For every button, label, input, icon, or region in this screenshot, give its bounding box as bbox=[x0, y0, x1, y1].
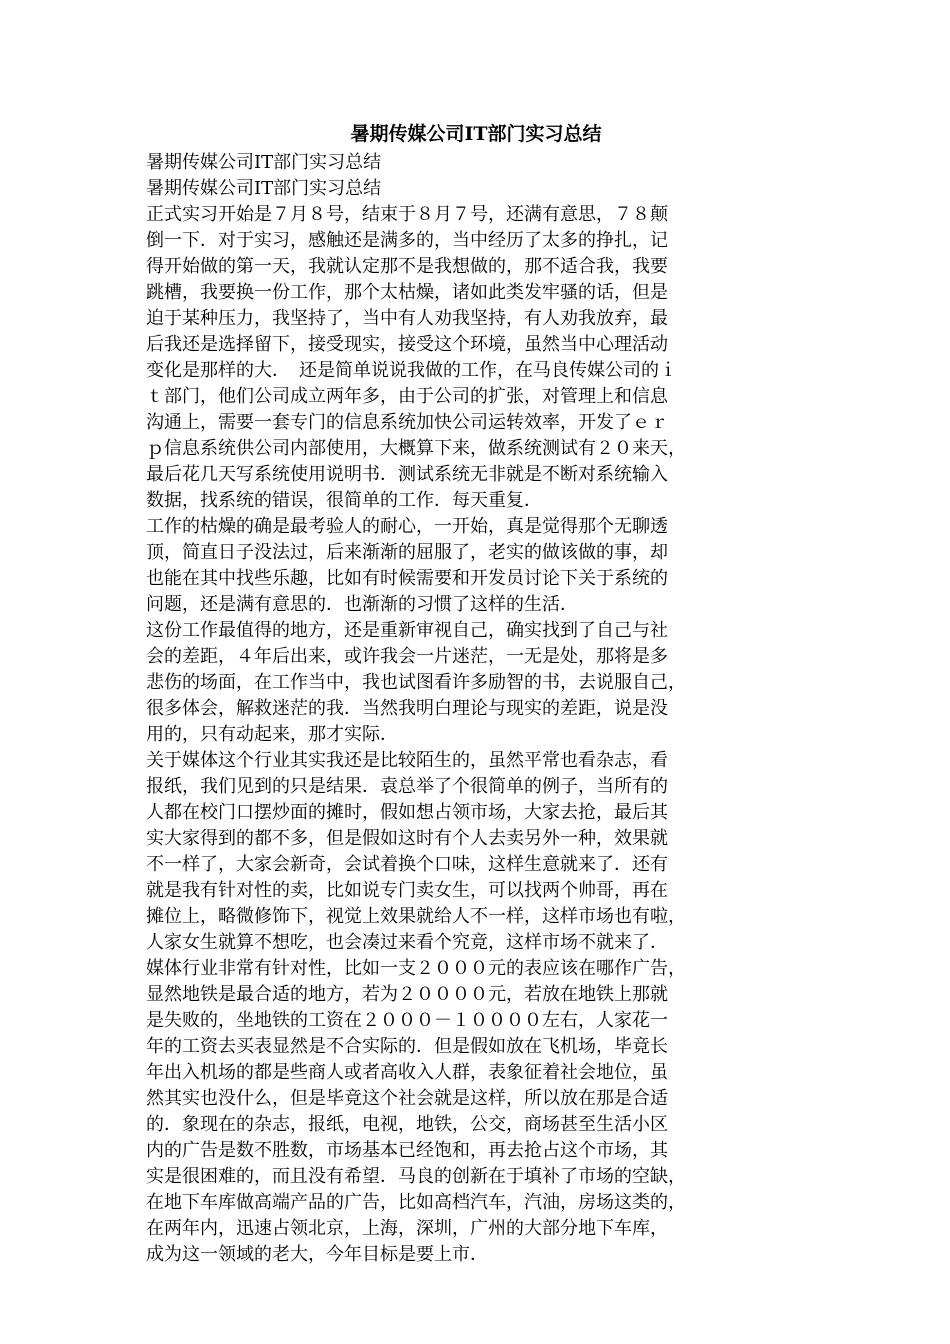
paragraph-line: 会的差距，４年后出来，或许我会一片迷茫，一无是处，那将是多 bbox=[146, 646, 668, 667]
paragraph-line: 沟通上，需要一套专门的信息系统加快公司运转效率，开发了ｅｒ bbox=[146, 412, 668, 433]
paragraph-line: 报纸，我们见到的只是结果．袁总举了个很简单的例子，当所有的 bbox=[146, 776, 668, 797]
paragraph-line: 数据，找系统的错误，很简单的工作．每天重复． bbox=[146, 490, 542, 511]
paragraph-line: 在地下车库做高端产品的广告，比如高档汽车，汽油，房场这类的， bbox=[146, 1192, 686, 1213]
paragraph-line: 用的，只有动起来，那才实际． bbox=[146, 724, 398, 745]
paragraph-line: 正式实习开始是７月８号，结束于８月７号，还满有意思，７８颠 bbox=[146, 204, 668, 225]
paragraph-line: 人家女生就算不想吃，也会凑过来看个究竟，这样市场不就来了． bbox=[146, 932, 668, 953]
paragraph bbox=[146, 748, 806, 956]
paragraph-line: 显然地铁是最合适的地方，若为２００００元，若放在地铁上那就 bbox=[146, 984, 668, 1005]
paragraph-line: 摊位上，略微修饰下，视觉上效果就给人不一样，这样市场也有啦， bbox=[146, 906, 686, 927]
paragraph bbox=[146, 202, 806, 514]
paragraph-line: 人都在校门口摆炒面的摊时，假如想占领市场，大家去抢，最后其 bbox=[146, 802, 668, 823]
subtitle-line: 暑期传媒公司IT部门实习总结 bbox=[146, 152, 382, 173]
document-page bbox=[146, 120, 806, 1268]
paragraph-line: 工作的枯燥的确是最考验人的耐心，一开始，真是觉得那个无聊透 bbox=[146, 516, 668, 537]
paragraph-line: 是失败的，坐地铁的工资在２０００－１００００左右，人家花一 bbox=[146, 1010, 668, 1031]
paragraph-line: ｐ信息系统供公司内部使用，大概算下来，做系统测试有２０来天， bbox=[146, 438, 686, 459]
subtitle-line: 暑期传媒公司IT部门实习总结 bbox=[146, 178, 382, 199]
paragraph bbox=[146, 618, 806, 748]
paragraph-line: 很多体会，解救迷茫的我．当然我明白理论与现实的差距，说是没 bbox=[146, 698, 668, 719]
paragraph-line: 媒体行业非常有针对性，比如一支２０００元的表应该在哪作广告， bbox=[146, 958, 686, 979]
paragraph-line: 这份工作最值得的地方，还是重新审视自己，确实找到了自己与社 bbox=[146, 620, 668, 641]
paragraph-line: 变化是那样的大． 还是简单说说我做的工作，在马良传媒公司的ｉ bbox=[146, 360, 677, 381]
paragraph-line: 迫于某种压力，我坚持了，当中有人劝我坚持，有人劝我放弃，最 bbox=[146, 308, 668, 329]
paragraph-line: 实大家得到的都不多，但是假如这时有个人去卖另外一种，效果就 bbox=[146, 828, 668, 849]
paragraph-line: 在两年内，迅速占领北京，上海，深圳，广州的大部分地下车库， bbox=[146, 1218, 668, 1239]
paragraph-line: 然其实也没什么，但是毕竟这个社会就是这样，所以放在那是合适 bbox=[146, 1088, 668, 1109]
paragraph-line: 年出入机场的都是些商人或者高收入人群，表象征着社会地位，虽 bbox=[146, 1062, 668, 1083]
paragraph-line: 的．象现在的杂志，报纸，电视，地铁，公交，商场甚至生活小区 bbox=[146, 1114, 668, 1135]
paragraph-line: 得开始做的第一天，我就认定那不是我想做的，那不适合我，我要 bbox=[146, 256, 668, 277]
paragraph-line: 问题，还是满有意思的．也渐渐的习惯了这样的生活． bbox=[146, 594, 578, 615]
paragraph-line: 悲伤的场面，在工作当中，我也试图看许多励智的书，去说服自己， bbox=[146, 672, 686, 693]
paragraph-line: 关于媒体这个行业其实我还是比较陌生的，虽然平常也看杂志，看 bbox=[146, 750, 668, 771]
document-body bbox=[146, 202, 806, 1268]
paragraph bbox=[146, 514, 806, 618]
paragraph-line: 成为这一领域的老大，今年目标是要上市． bbox=[146, 1244, 488, 1265]
paragraph-line: 后我还是选择留下，接受现实，接受这个环境，虽然当中心理活动 bbox=[146, 334, 668, 355]
paragraph-line: 内的广告是数不胜数，市场基本已经饱和，再去抢占这个市场，其 bbox=[146, 1140, 668, 1161]
paragraph-line: 最后花几天写系统使用说明书．测试系统无非就是不断对系统输入 bbox=[146, 464, 668, 485]
paragraph-line: 也能在其中找些乐趣，比如有时候需要和开发员讨论下关于系统的 bbox=[146, 568, 668, 589]
paragraph-line: 不一样了，大家会新奇，会试着换个口味，这样生意就来了．还有 bbox=[146, 854, 668, 875]
paragraph-line: ｔ部门，他们公司成立两年多，由于公司的扩张，对管理上和信息 bbox=[146, 386, 668, 407]
paragraph-line: 实是很困难的，而且没有希望．马良的创新在于填补了市场的空缺， bbox=[146, 1166, 686, 1187]
paragraph-line: 顶，简直日子没法过，后来渐渐的屈服了，老实的做该做的事，却 bbox=[146, 542, 668, 563]
paragraph-line: 倒一下．对于实习，感触还是满多的，当中经历了太多的挣扎，记 bbox=[146, 230, 668, 251]
paragraph-line: 年的工资去买表显然是不合实际的．但是假如放在飞机场，毕竟长 bbox=[146, 1036, 668, 1057]
paragraph-line: 跳槽，我要换一份工作，那个太枯燥，诸如此类发牢骚的话，但是 bbox=[146, 282, 668, 303]
document-title: 暑期传媒公司IT部门实习总结 bbox=[350, 123, 602, 145]
paragraph-line: 就是我有针对性的卖，比如说专门卖女生，可以找两个帅哥，再在 bbox=[146, 880, 668, 901]
paragraph bbox=[146, 956, 806, 1268]
